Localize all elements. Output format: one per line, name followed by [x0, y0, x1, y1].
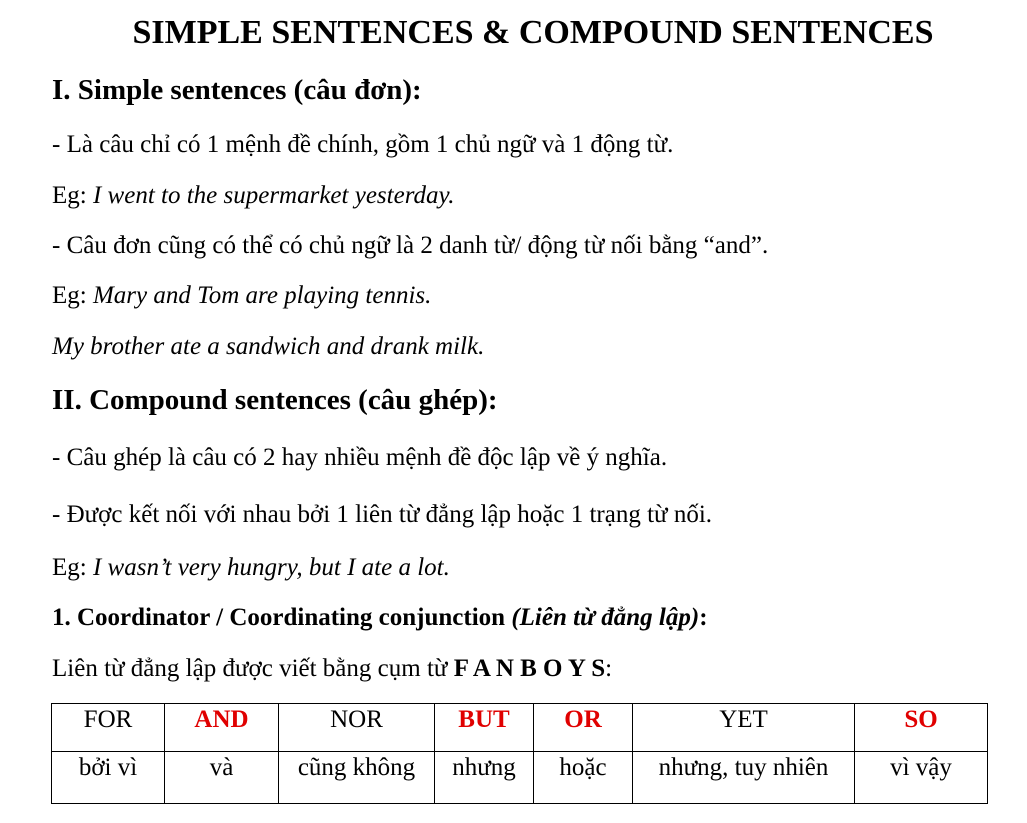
eg-label: Eg: — [52, 182, 87, 209]
fanboys-table — [51, 703, 988, 804]
conjunction-cell: NOR — [279, 704, 435, 752]
example-sentence: I wasn’t very hungry, but I ate a lot. — [92, 554, 450, 581]
conjunction-row — [52, 704, 988, 752]
page-title: SIMPLE SENTENCES & COMPOUND SENTENCES — [132, 14, 934, 51]
meaning-cell: hoặc — [534, 752, 633, 804]
eg-label: Eg: — [52, 282, 87, 309]
simple-sentence-example-2 — [52, 282, 431, 310]
meaning-cell: nhưng — [435, 752, 534, 804]
conjunction-cell: AND — [165, 704, 279, 752]
conjunction-cell: YET — [633, 704, 855, 752]
sub-heading-colon: : — [699, 604, 708, 631]
simple-sentence-example-3: My brother ate a sandwich and drank milk. — [52, 333, 485, 360]
fanboys-intro-colon: : — [605, 655, 613, 682]
compound-sentence-rule-1: - Câu ghép là câu có 2 hay nhiều mệnh đề độc lập về ý nghĩa. — [52, 444, 668, 471]
fanboys-intro-text: Liên từ đẳng lập được viết bằng cụm từ — [52, 655, 448, 682]
section-2-heading: II. Compound sentences (câu ghép): — [52, 384, 498, 416]
conjunction-cell: SO — [855, 704, 988, 752]
compound-sentence-example — [52, 554, 450, 582]
meaning-cell: vì vậy — [855, 752, 988, 804]
example-sentence: I went to the supermarket yesterday. — [92, 182, 455, 209]
fanboys-intro — [52, 655, 612, 683]
fanboys-keyword: F A N B O Y S — [453, 655, 606, 682]
conjunction-cell: OR — [534, 704, 633, 752]
simple-sentence-rule-2: - Câu đơn cũng có thể có chủ ngữ là 2 danh từ/ động từ nối bằng “and”. — [52, 232, 769, 259]
compound-sentence-rule-2: - Được kết nối với nhau bởi 1 liên từ đẳng lập hoặc 1 trạng từ nối. — [52, 501, 713, 528]
eg-label: Eg: — [52, 554, 87, 581]
coordinator-sub-heading — [52, 604, 708, 632]
conjunction-cell: FOR — [52, 704, 165, 752]
simple-sentence-example-1 — [52, 182, 454, 210]
meaning-row — [52, 752, 988, 804]
conjunction-cell: BUT — [435, 704, 534, 752]
meaning-cell: và — [165, 752, 279, 804]
sub-heading-translation: (Liên từ đẳng lập) — [511, 604, 700, 631]
meaning-cell: cũng không — [279, 752, 435, 804]
section-1-heading: I. Simple sentences (câu đơn): — [52, 74, 422, 106]
simple-sentence-rule-1: - Là câu chỉ có 1 mệnh đề chính, gồm 1 chủ ngữ và 1 động từ. — [52, 131, 674, 158]
meaning-cell: bởi vì — [52, 752, 165, 804]
sub-heading-text: 1. Coordinator / Coordinating conjunction — [52, 604, 506, 631]
example-sentence: Mary and Tom are playing tennis. — [92, 282, 432, 309]
meaning-cell: nhưng, tuy nhiên — [633, 752, 855, 804]
